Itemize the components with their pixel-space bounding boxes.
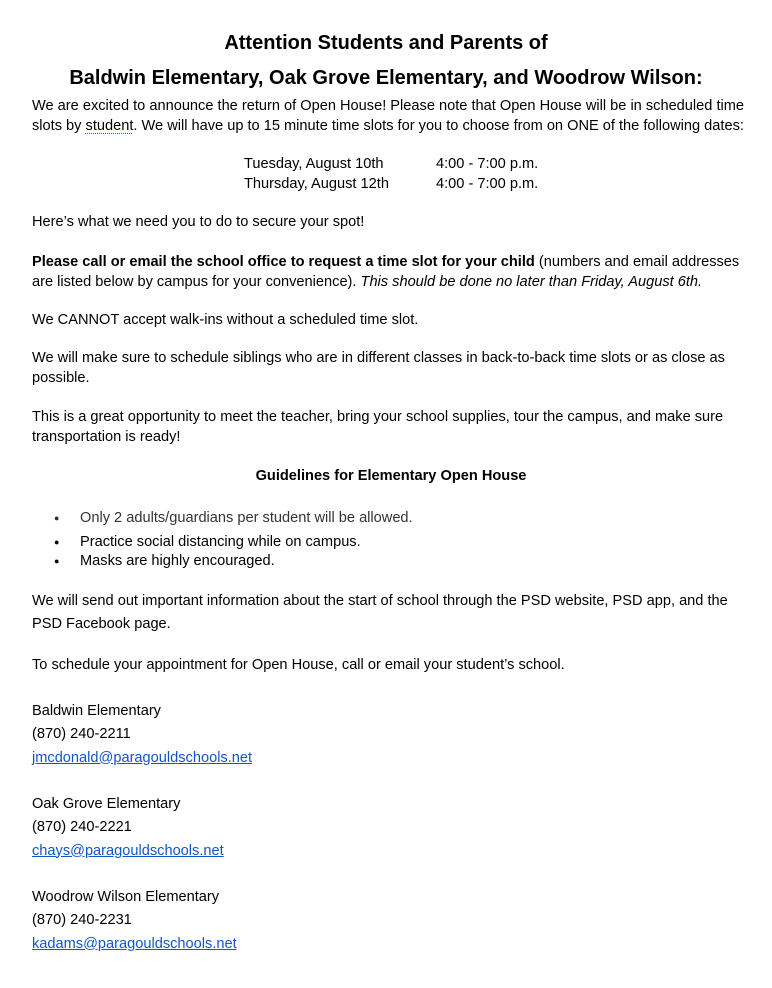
date-row [244, 155, 538, 175]
school-name: Oak Grove Elementary [32, 796, 181, 812]
school-contact-woodrow-wilson [32, 886, 237, 956]
guidelines-list [32, 509, 413, 572]
school-email-link[interactable]: kadams@paragouldschools.net [32, 935, 237, 952]
intro-text-b: . We will have up to 15 minute time slots for you to choose from on ONE of the following dates: [133, 117, 744, 134]
date-row [244, 175, 538, 195]
school-email-link[interactable]: chays@paragouldschools.net [32, 842, 224, 859]
spellcheck-word: student [85, 117, 134, 134]
date-day: Tuesday, August 10th [244, 156, 384, 172]
intro-text-a: We are excited to announce the return of Open House! Please note that Open House will be in scheduled time slots by [32, 98, 745, 134]
school-contact-oak-grove [32, 793, 224, 863]
intro-paragraph [32, 97, 750, 136]
walkins-text: We CANNOT accept walk-ins without a scheduled time slot. [32, 312, 419, 328]
title-line-2: Baldwin Elementary, Oak Grove Elementary, and Woodrow Wilson: [69, 67, 703, 89]
info-text: We will send out important information about the start of school through the PSD website, PSD app, and the PSD Facebook page. [32, 593, 728, 632]
request-normal: (numbers and email addresses are listed below by campus for your convenience). [32, 254, 740, 290]
school-email-link[interactable]: jmcdonald@paragouldschools.net [32, 749, 253, 766]
secure-spot-text: Here’s what we need you to do to secure your spot! [32, 214, 365, 230]
date-time: 4:00 - 7:00 p.m. [436, 175, 539, 192]
request-deadline: This should be done no later than Friday, August 6th. [360, 273, 703, 290]
title-line-1: Attention Students and Parents of [224, 32, 548, 54]
school-contact-baldwin [32, 700, 252, 770]
school-name: Baldwin Elementary [32, 703, 161, 719]
dates-table [244, 155, 538, 194]
opportunity-text: This is a great opportunity to meet the teacher, bring your school supplies, tour the campus, and make sure transportation is ready! [32, 409, 724, 445]
school-phone: (870) 240-2231 [32, 912, 132, 929]
school-phone: (870) 240-2211 [32, 726, 131, 743]
request-paragraph [32, 253, 750, 292]
guidelines-heading: Guidelines for Elementary Open House [255, 468, 527, 484]
list-item: ● Only 2 adults/guardians per student will be allowed. [32, 509, 413, 529]
date-time: 4:00 - 7:00 p.m. [436, 156, 539, 172]
school-phone: (870) 240-2221 [32, 819, 132, 836]
siblings-text: We will make sure to schedule siblings who are in different classes in back-to-back time slots or as close as possible. [32, 350, 725, 386]
request-bold: Please call or email the school office to request a time slot for your child [32, 254, 535, 270]
list-item: ● Practice social distancing while on campus. [32, 533, 413, 553]
school-name: Woodrow Wilson Elementary [32, 889, 220, 905]
schedule-text: To schedule your appointment for Open House, call or email your student’s school. [32, 657, 565, 673]
list-item: ● Masks are highly encouraged. [32, 552, 413, 572]
date-day: Thursday, August 12th [244, 175, 389, 192]
